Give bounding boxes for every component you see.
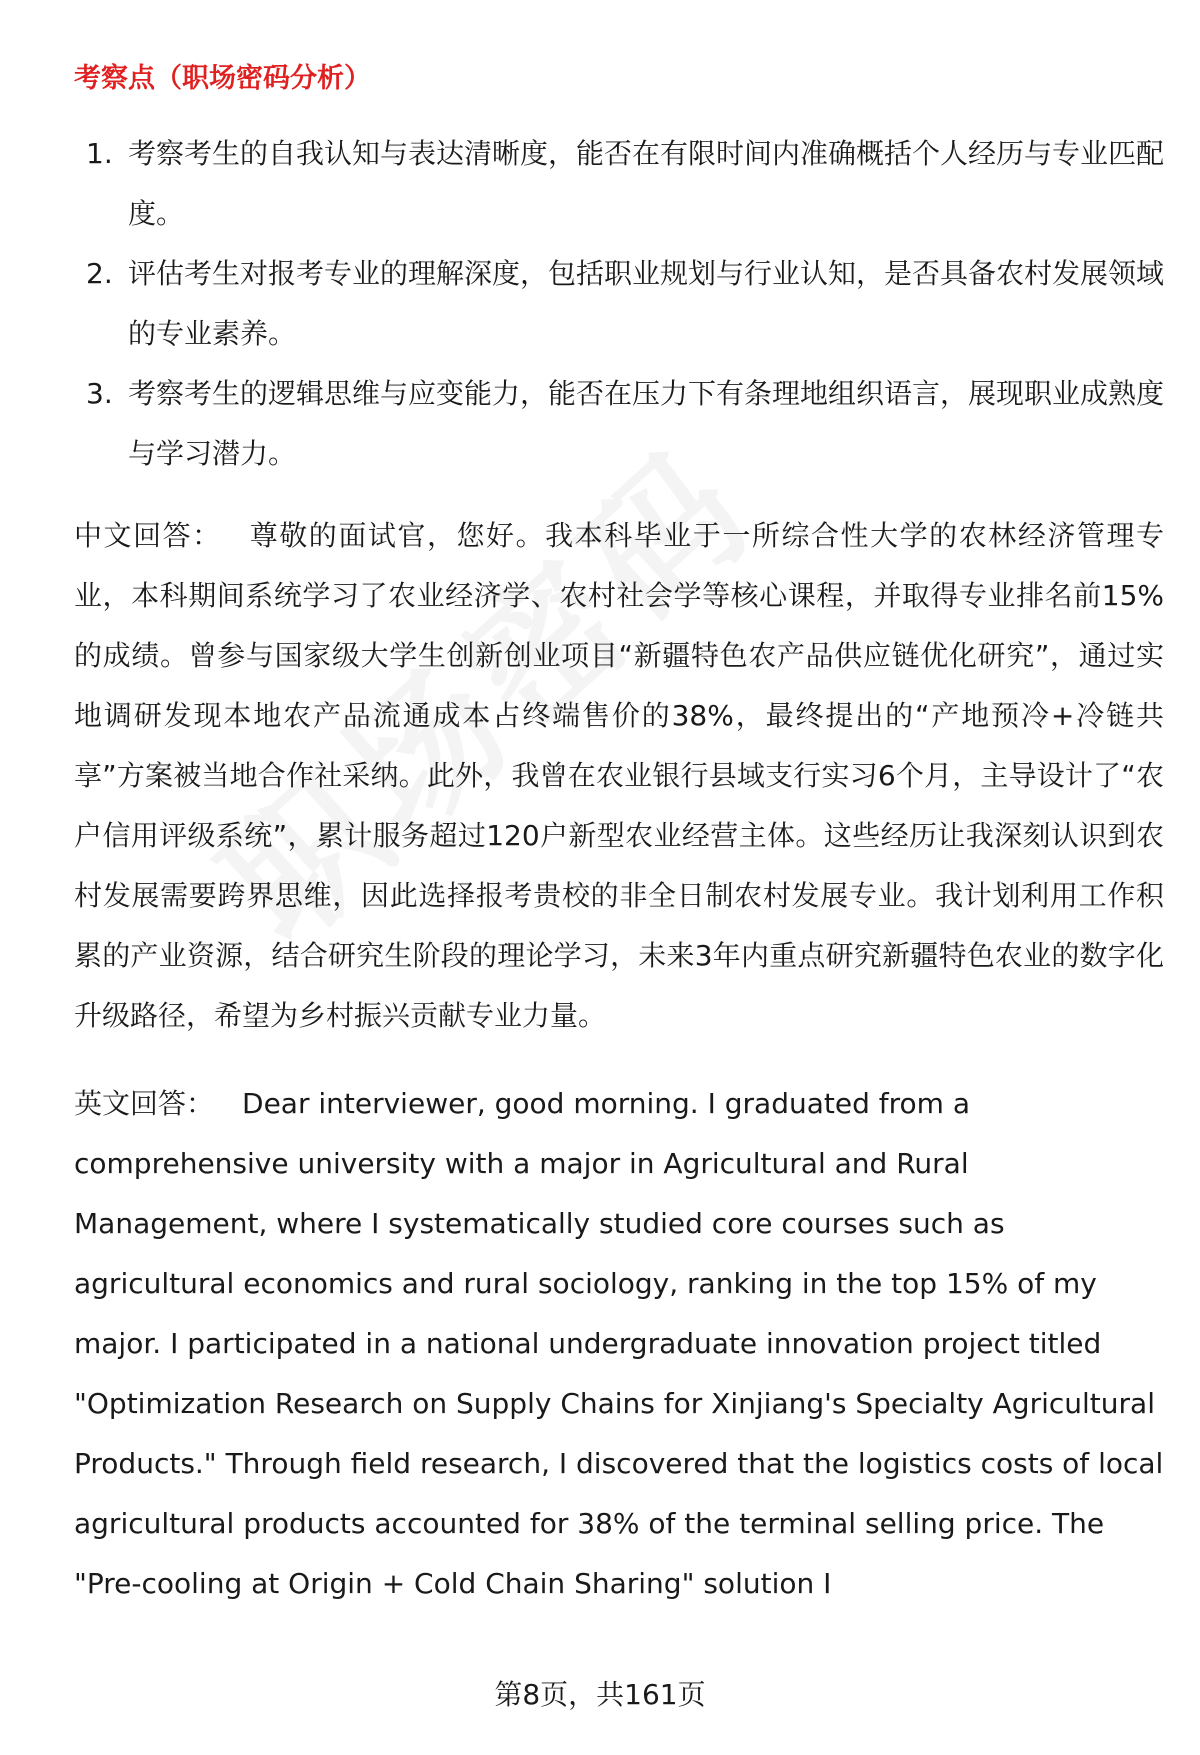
english-answer (74, 1074, 1164, 1614)
chinese-answer (74, 506, 1164, 1046)
list-item (74, 244, 1164, 364)
english-answer-text: Dear interviewer, good morning. I graduated from a comprehensive university with a major in Agricultural and Rural Management, where I systematically studied core courses such as agricultural economics and rural sociology, ranking in the top 15% of my major. I participated in a national undergraduate innovation project titled "Optimization Research on Supply Chains for Xinjiang's Specialty Agricultural Products." Through field research, I discovered that the logistics costs of local agricultural products accounted for 38% of the terminal selling price. The "Pre-cooling at Origin + Cold Chain Sharing" solution I (74, 1087, 1164, 1600)
list-item-text: 考察考生的逻辑思维与应变能力，能否在压力下有条理地组织语言，展现职业成熟度与学习潜力。 (128, 377, 1165, 470)
list-item-text: 考察考生的自我认知与表达清晰度，能否在有限时间内准确概括个人经历与专业匹配度。 (128, 137, 1165, 230)
english-answer-label: 英文回答： (74, 1087, 215, 1120)
list-item-number: 3. (86, 377, 113, 410)
page-content (74, 56, 1164, 1614)
list-item (74, 124, 1164, 244)
chinese-answer-label: 中文回答： (74, 519, 222, 552)
list-item-number: 1. (86, 137, 113, 170)
list-item-number: 2. (86, 257, 113, 290)
section-title: 考察点（职场密码分析） (74, 63, 371, 94)
list-item-text: 评估考生对报考专业的理解深度，包括职业规划与行业认知，是否具备农村发展领域的专业素养。 (128, 257, 1165, 350)
chinese-answer-text: 尊敬的面试官，您好。我本科毕业于一所综合性大学的农林经济管理专业，本科期间系统学习了农业经济学、农村社会学等核心课程，并取得专业排名前15%的成绩。曾参与国家级大学生创新创业项目“新疆特色农产品供应链优化研究”，通过实地调研发现本地农产品流通成本占终端售价的38%，最终提出的“产地预冷+冷链共享”方案被当地合作社采纳。此外，我曾在农业银行县域支行实习6个月，主导设计了“农户信用评级系统”，累计服务超过120户新型农业经营主体。这些经历让我深刻认识到农村发展需要跨界思维，因此选择报考贵校的非全日制农村发展专业。我计划利用工作积累的产业资源，结合研究生阶段的理论学习，未来3年内重点研究新疆特色农业的数字化升级路径，希望为乡村振兴贡献专业力量。 (74, 519, 1164, 1032)
page-number: 第8页，共161页 (494, 1678, 706, 1711)
list-item (74, 364, 1164, 484)
assessment-points-list (74, 124, 1164, 484)
